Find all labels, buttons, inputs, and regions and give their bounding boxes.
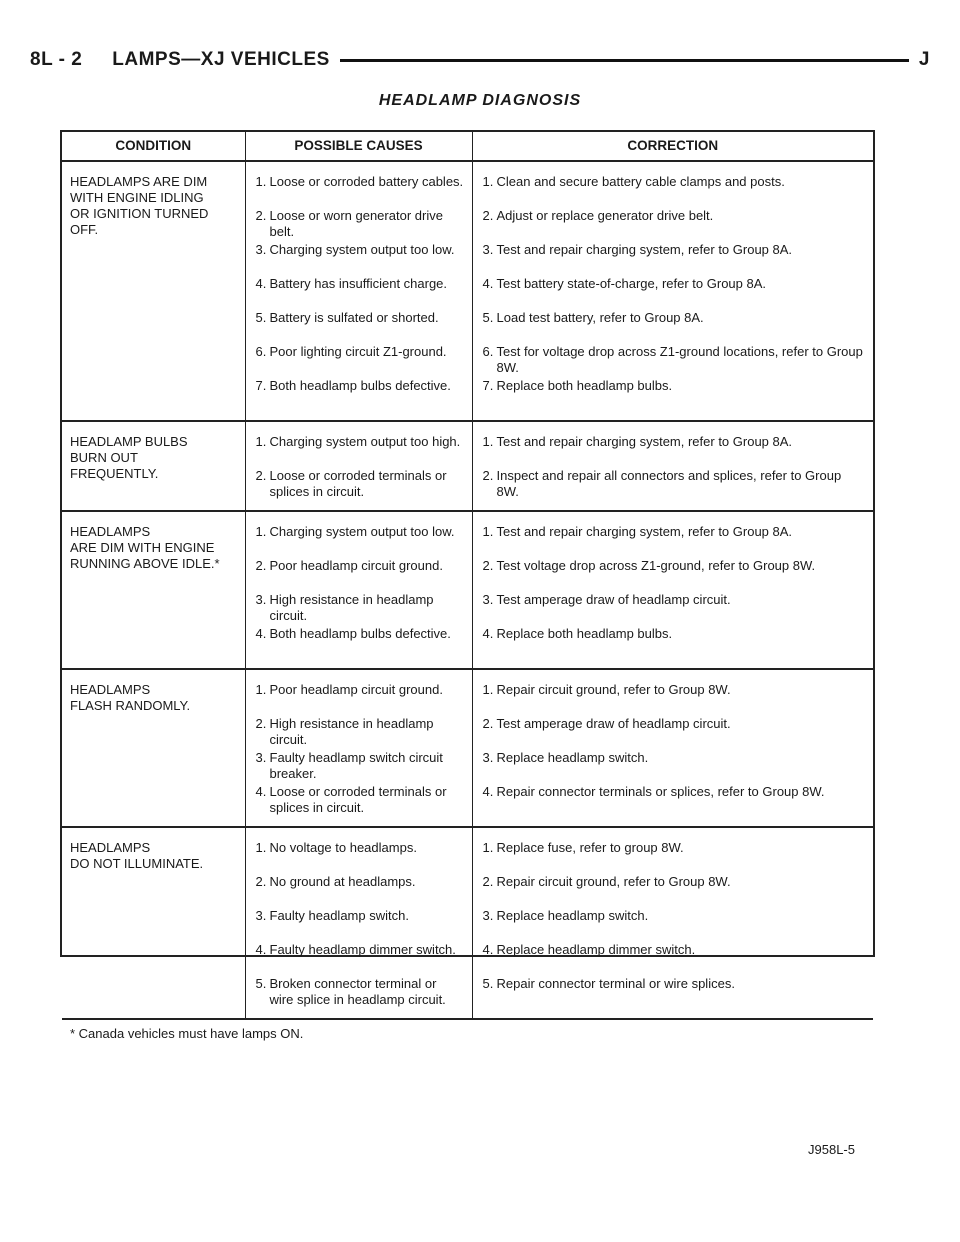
- item-number: 1.: [482, 840, 494, 855]
- cause-item: [256, 874, 464, 906]
- correction-text: Repair connector terminals or splices, refer to Group 8W.: [496, 784, 825, 799]
- table-row: [62, 161, 873, 421]
- correction-text: Test amperage draw of headlamp circuit.: [496, 592, 731, 607]
- correction-text: Clean and secure battery cable clamps and posts.: [496, 174, 785, 189]
- correction-item: [483, 344, 866, 376]
- column-header-causes: POSSIBLE CAUSES: [245, 132, 472, 161]
- cause-text: Battery is sulfated or shorted.: [269, 310, 439, 325]
- condition-cell: [62, 511, 245, 669]
- item-number: 1.: [255, 840, 267, 855]
- cause-item: [256, 434, 464, 466]
- cause-text: Loose or corroded terminals or splices in circuit.: [269, 468, 447, 499]
- item-number: 1.: [482, 524, 494, 539]
- item-number: 3.: [482, 908, 494, 923]
- header-letter: J: [918, 49, 930, 70]
- cause-text: Faulty headlamp dimmer switch.: [269, 942, 456, 957]
- cause-item: [256, 750, 464, 782]
- correction-text: Test amperage draw of headlamp circuit.: [496, 716, 731, 731]
- correction-item: [483, 592, 866, 624]
- cause-item: [256, 784, 464, 816]
- correction-text: Test and repair charging system, refer to Group 8A.: [496, 434, 793, 449]
- column-header-condition: CONDITION: [62, 132, 245, 161]
- cause-cell: [245, 421, 472, 511]
- item-number: 2.: [255, 558, 267, 573]
- correction-text: Inspect and repair all connectors and splices, refer to Group 8W.: [496, 468, 842, 499]
- item-number: 4.: [255, 942, 267, 957]
- cause-item: [256, 344, 464, 376]
- cause-text: Broken connector terminal or wire splice in headlamp circuit.: [269, 976, 446, 1007]
- correction-cell: [472, 161, 873, 421]
- item-number: 2.: [255, 468, 267, 483]
- item-number: 2.: [482, 468, 494, 483]
- cause-item: [256, 208, 464, 240]
- correction-item: [483, 840, 866, 872]
- item-number: 3.: [255, 242, 267, 257]
- condition-text: HEADLAMPS FLASH RANDOMLY.: [70, 682, 191, 713]
- correction-text: Replace headlamp switch.: [496, 908, 649, 923]
- item-number: 2.: [482, 874, 494, 889]
- item-number: 3.: [482, 592, 494, 607]
- condition-text: HEADLAMPS DO NOT ILLUMINATE.: [70, 840, 204, 871]
- cause-item: [256, 242, 464, 274]
- condition-cell: [62, 161, 245, 421]
- cause-text: Both headlamp bulbs defective.: [269, 626, 451, 641]
- item-number: 1.: [255, 524, 267, 539]
- table-row: [62, 511, 873, 669]
- cause-cell: [245, 511, 472, 669]
- correction-item: [483, 378, 866, 410]
- correction-item: [483, 942, 866, 974]
- cause-item: [256, 276, 464, 308]
- item-number: 1.: [255, 434, 267, 449]
- item-number: 3.: [482, 750, 494, 765]
- item-number: 7.: [482, 378, 494, 393]
- correction-item: [483, 908, 866, 940]
- correction-item: [483, 276, 866, 308]
- table-row: [62, 827, 873, 1019]
- cause-item: [256, 174, 464, 206]
- cause-text: High resistance in headlamp circuit.: [269, 592, 434, 623]
- item-number: 2.: [255, 716, 267, 731]
- figure-id: J958L-5: [808, 1142, 855, 1157]
- item-number: 2.: [482, 716, 494, 731]
- condition-cell: [62, 669, 245, 827]
- page-header: [30, 46, 930, 74]
- correction-text: Test battery state-of-charge, refer to Group 8A.: [496, 276, 767, 291]
- correction-item: [483, 750, 866, 782]
- item-number: 3.: [482, 242, 494, 257]
- cause-text: Poor headlamp circuit ground.: [269, 558, 443, 573]
- cause-item: [256, 976, 464, 1008]
- cause-cell: [245, 669, 472, 827]
- correction-text: Replace headlamp dimmer switch.: [496, 942, 696, 957]
- correction-item: [483, 976, 866, 1008]
- header-rule: [340, 59, 909, 62]
- cause-item: [256, 682, 464, 714]
- condition-cell: [62, 421, 245, 511]
- item-number: 2.: [255, 208, 267, 223]
- correction-text: Replace both headlamp bulbs.: [496, 378, 673, 393]
- cause-item: [256, 468, 464, 500]
- item-number: 6.: [255, 344, 267, 359]
- cause-item: [256, 378, 464, 410]
- correction-item: [483, 558, 866, 590]
- cause-text: No ground at headlamps.: [269, 874, 416, 889]
- correction-text: Adjust or replace generator drive belt.: [496, 208, 714, 223]
- item-number: 3.: [255, 750, 267, 765]
- cause-item: [256, 626, 464, 658]
- item-number: 2.: [482, 208, 494, 223]
- item-number: 3.: [255, 592, 267, 607]
- item-number: 1.: [255, 174, 267, 189]
- correction-item: [483, 874, 866, 906]
- page-number: 8L - 2: [30, 49, 83, 70]
- cause-item: [256, 310, 464, 342]
- correction-text: Replace fuse, refer to group 8W.: [496, 840, 684, 855]
- cause-text: Loose or corroded battery cables.: [269, 174, 464, 189]
- item-number: 5.: [482, 976, 494, 991]
- correction-item: [483, 784, 866, 816]
- correction-cell: [472, 511, 873, 669]
- item-number: 2.: [255, 874, 267, 889]
- cause-text: Charging system output too low.: [269, 524, 455, 539]
- cause-item: [256, 942, 464, 974]
- item-number: 1.: [255, 682, 267, 697]
- correction-item: [483, 468, 866, 500]
- correction-cell: [472, 827, 873, 1019]
- diagnosis-table: [60, 130, 875, 1041]
- item-number: 5.: [255, 310, 267, 325]
- correction-text: Load test battery, refer to Group 8A.: [496, 310, 704, 325]
- cause-text: Loose or corroded terminals or splices in circuit.: [269, 784, 447, 815]
- correction-text: Repair connector terminal or wire splices.: [496, 976, 735, 991]
- cause-text: Poor headlamp circuit ground.: [269, 682, 443, 697]
- item-number: 5.: [255, 976, 267, 991]
- item-number: 6.: [482, 344, 494, 359]
- item-number: 3.: [255, 908, 267, 923]
- section-title: LAMPS—XJ VEHICLES: [112, 49, 330, 70]
- correction-text: Test and repair charging system, refer to Group 8A.: [496, 524, 793, 539]
- cause-item: [256, 524, 464, 556]
- condition-text: HEADLAMPS ARE DIM WITH ENGINE IDLING OR IGNITION TURNED OFF.: [70, 174, 209, 237]
- correction-item: [483, 682, 866, 714]
- correction-item: [483, 716, 866, 748]
- cause-text: Battery has insufficient charge.: [269, 276, 448, 291]
- cause-item: [256, 716, 464, 748]
- cause-cell: [245, 161, 472, 421]
- item-number: 7.: [255, 378, 267, 393]
- cause-item: [256, 592, 464, 624]
- correction-item: [483, 208, 866, 240]
- page-title: HEADLAMP DIAGNOSIS: [378, 92, 582, 109]
- cause-text: Poor lighting circuit Z1-ground.: [269, 344, 447, 359]
- correction-text: Test for voltage drop across Z1-ground locations, refer to Group 8W.: [496, 344, 863, 375]
- correction-text: Repair circuit ground, refer to Group 8W.: [496, 874, 731, 889]
- footnote-row: [62, 1019, 873, 1052]
- cause-text: Charging system output too high.: [269, 434, 461, 449]
- footnote: * Canada vehicles must have lamps ON.: [70, 1026, 304, 1041]
- item-number: 1.: [482, 682, 494, 697]
- item-number: 2.: [482, 558, 494, 573]
- cause-text: Loose or worn generator drive belt.: [269, 208, 443, 239]
- item-number: 5.: [482, 310, 494, 325]
- correction-text: Repair circuit ground, refer to Group 8W.: [496, 682, 731, 697]
- table-row: [62, 669, 873, 827]
- cause-text: High resistance in headlamp circuit.: [269, 716, 434, 747]
- item-number: 1.: [482, 434, 494, 449]
- cause-cell: [245, 827, 472, 1019]
- condition-text: HEADLAMP BULBS BURN OUT FREQUENTLY.: [70, 434, 188, 481]
- correction-item: [483, 524, 866, 556]
- table-row: [62, 421, 873, 511]
- correction-item: [483, 242, 866, 274]
- correction-item: [483, 174, 866, 206]
- correction-item: [483, 310, 866, 342]
- correction-item: [483, 434, 866, 466]
- item-number: 4.: [482, 784, 494, 799]
- condition-text: HEADLAMPS ARE DIM WITH ENGINE RUNNING ABOVE IDLE.*: [70, 524, 220, 571]
- cause-text: Both headlamp bulbs defective.: [269, 378, 451, 393]
- column-header-correction: CORRECTION: [472, 132, 873, 161]
- correction-text: Replace headlamp switch.: [496, 750, 649, 765]
- cause-text: Faulty headlamp switch.: [269, 908, 409, 923]
- correction-cell: [472, 421, 873, 511]
- correction-text: Test voltage drop across Z1-ground, refer to Group 8W.: [496, 558, 816, 573]
- correction-cell: [472, 669, 873, 827]
- item-number: 4.: [482, 276, 494, 291]
- cause-text: Faulty headlamp switch circuit breaker.: [269, 750, 443, 781]
- condition-cell: [62, 827, 245, 1019]
- item-number: 4.: [255, 784, 267, 799]
- cause-item: [256, 908, 464, 940]
- item-number: 4.: [482, 626, 494, 641]
- table-header-row: [62, 132, 873, 161]
- item-number: 1.: [482, 174, 494, 189]
- cause-text: No voltage to headlamps.: [269, 840, 417, 855]
- item-number: 4.: [482, 942, 494, 957]
- correction-item: [483, 626, 866, 658]
- correction-text: Replace both headlamp bulbs.: [496, 626, 673, 641]
- correction-text: Test and repair charging system, refer to Group 8A.: [496, 242, 793, 257]
- cause-item: [256, 558, 464, 590]
- item-number: 4.: [255, 276, 267, 291]
- cause-item: [256, 840, 464, 872]
- item-number: 4.: [255, 626, 267, 641]
- cause-text: Charging system output too low.: [269, 242, 455, 257]
